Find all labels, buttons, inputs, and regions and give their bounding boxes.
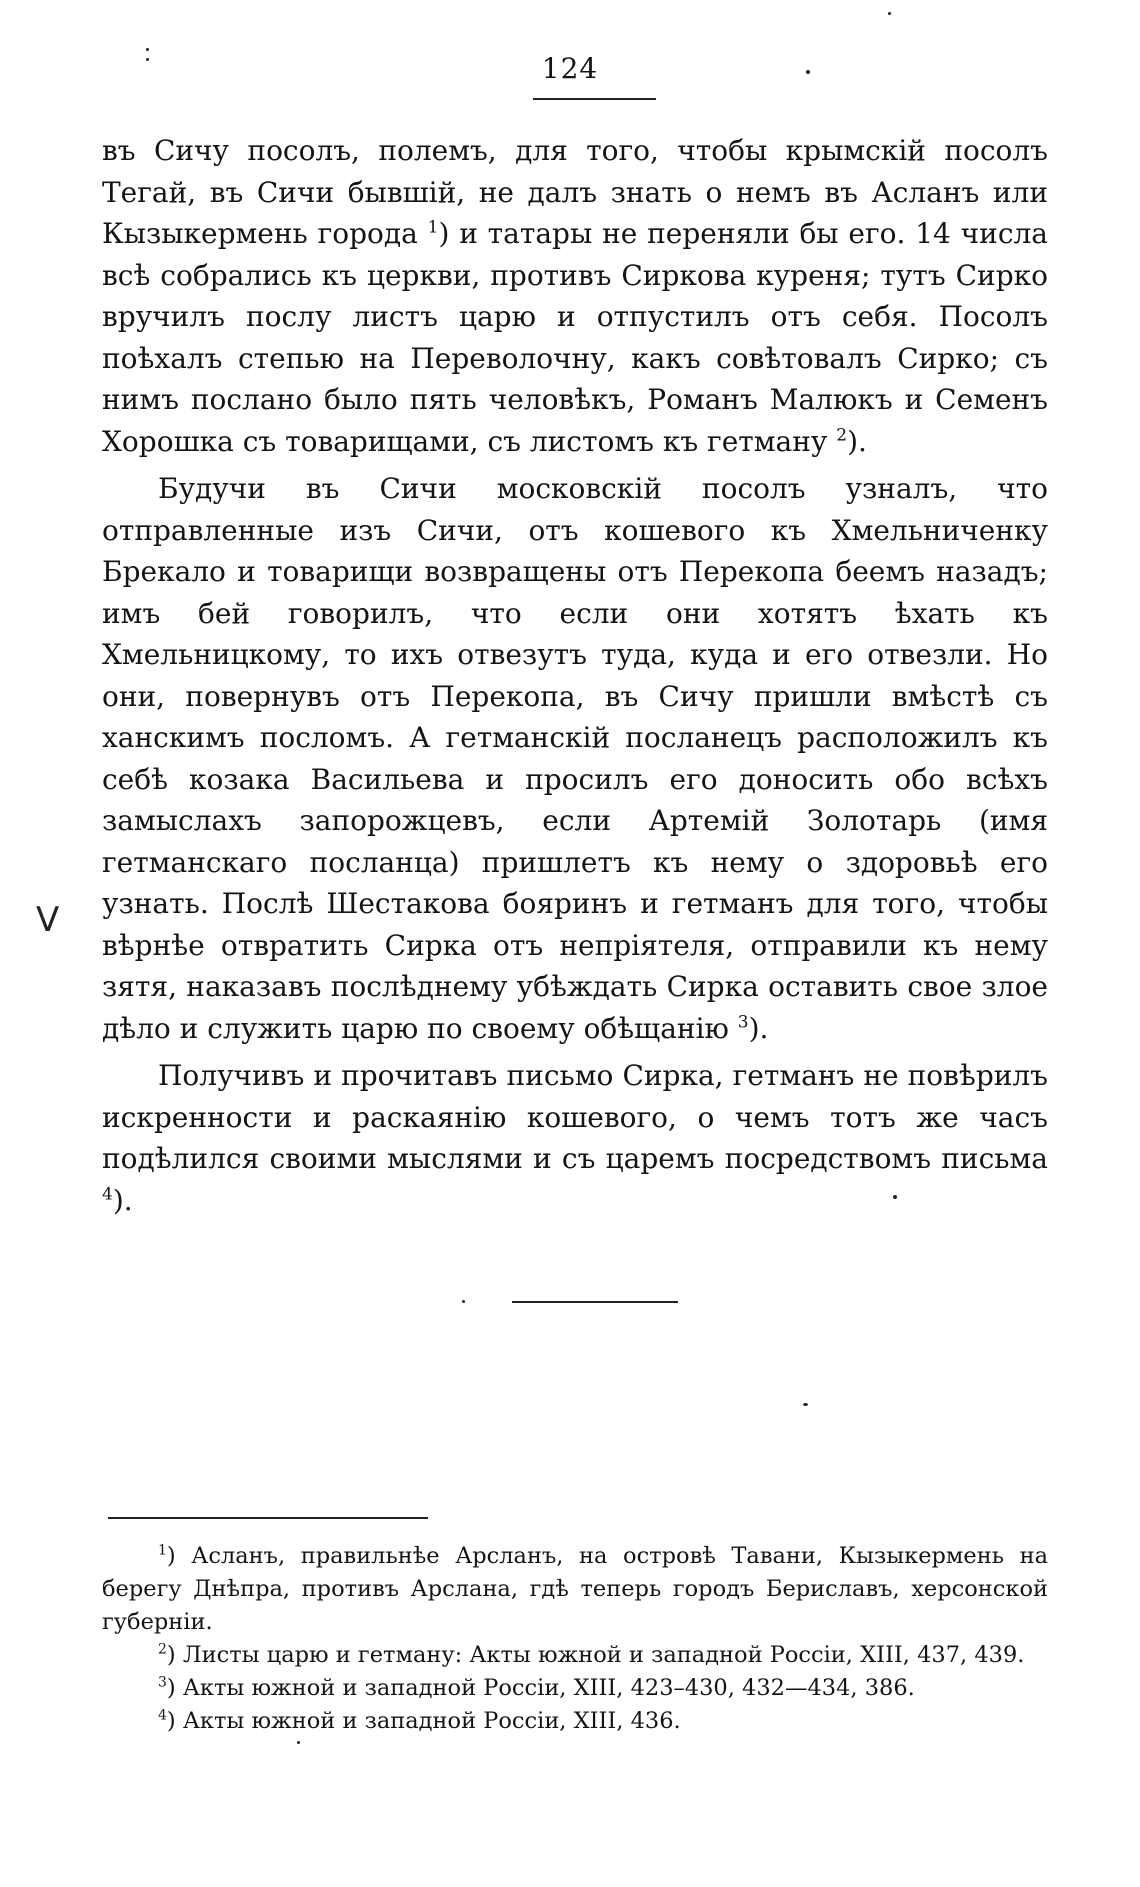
scan-speck bbox=[462, 1300, 465, 1303]
footnote-divider bbox=[108, 1517, 428, 1519]
paragraph-3 bbox=[102, 1055, 1048, 1221]
footnote-1 bbox=[102, 1540, 1048, 1639]
footnote-ref-3: 3 bbox=[737, 1012, 749, 1033]
footnotes bbox=[102, 1540, 1048, 1738]
scan-speck bbox=[146, 58, 149, 61]
scan-speck bbox=[803, 1403, 808, 1406]
footnote-mark: 2 bbox=[158, 1641, 167, 1658]
section-divider bbox=[512, 1301, 678, 1303]
paragraph-2-text-a: Будучи въ Сичи московскій посолъ узналъ, что отправленные изъ Сичи, отъ кошевого къ Хмельниченку Брекало и товарищи возвращены отъ Перекопа беемъ назадъ; имъ бей говорилъ, что если они хотятъ ѣхать къ Хмельницкому, то ихъ отвезутъ туда, куда и его отвезли. Но они, повернувъ отъ Перекопа, въ Сичу пришли вмѣстѣ съ ханскимъ посломъ. А гетманскій посланецъ расположилъ къ себѣ козака Васильева и просилъ его доносить обо всѣхъ замыслахъ запорожцевъ, если Артемій Золотарь (имя гетманскаго посланца) пришлетъ къ нему о здоровьѣ его узнать. Послѣ Шестакова бояринъ и гетманъ для того, чтобы вѣрнѣе отвратить Сирка отъ непріятеля, отправили къ нему зятя, наказавъ послѣднему убѣждать Сирка оставить свое злое дѣло и служить царю по своему обѣщанію bbox=[102, 472, 1048, 1045]
paragraph-3-text-a: Получивъ и прочитавъ письмо Сирка, гетманъ не повѣрилъ искренности и раскаянію кошевого, о чемъ тотъ же часъ подѣлился своими мыслями и съ царемъ посредствомъ письма bbox=[102, 1059, 1048, 1175]
main-text bbox=[102, 130, 1048, 1221]
paragraph-3-text-b: ). bbox=[112, 1183, 133, 1217]
paragraph-2-text-b: ). bbox=[748, 1011, 769, 1045]
footnote-2 bbox=[102, 1639, 1048, 1672]
paragraph-1-text-a: въ Сичу посолъ, полемъ, для того, чтобы крымскій посолъ Тегай, въ Сичи бывшій, не далъ знать о немъ въ Асланъ или Кызыкермень города bbox=[102, 134, 1048, 250]
paragraph-2 bbox=[102, 468, 1048, 1049]
footnote-ref-4: 4 bbox=[102, 1184, 113, 1205]
footnote-mark: 1 bbox=[158, 1542, 167, 1559]
paragraph-1-text-b: ) и татары не переняли бы его. 14 числа всѣ собрались къ церкви, противъ Сиркова куреня; тутъ Сирко вручилъ послу листъ царю и отпустилъ отъ себя. Посолъ поѣхалъ степью на Переволочну, какъ совѣтовалъ Сирко; съ нимъ послано было пять человѣкъ, Романъ Малюкъ и Семенъ Хорошка съ товарищами, съ листомъ къ гетману bbox=[102, 217, 1048, 458]
scan-speck bbox=[893, 1195, 897, 1199]
footnote-text: ) Асланъ, правильнѣе Арсланъ, на островѣ Тавани, Кызыкермень на берегу Днѣпра, противъ Арслана, гдѣ теперь городъ Бериславъ, херсонской губерніи. bbox=[102, 1543, 1048, 1635]
page-number: 124 bbox=[541, 52, 599, 85]
paragraph-1-text-c: ). bbox=[847, 424, 867, 458]
scan-speck bbox=[297, 1741, 300, 1744]
page-number-rule bbox=[533, 98, 656, 100]
margin-mark: V bbox=[36, 900, 60, 940]
footnote-ref-1: 1 bbox=[427, 217, 439, 238]
scan-speck bbox=[806, 70, 810, 74]
footnote-3 bbox=[102, 1672, 1048, 1705]
scan-speck bbox=[146, 48, 149, 51]
footnote-mark: 3 bbox=[158, 1674, 167, 1691]
footnote-text: ) Акты южной и западной Россіи, XIII, 423–430, 432—434, 386. bbox=[166, 1675, 915, 1701]
footnote-4 bbox=[102, 1705, 1048, 1738]
paragraph-1 bbox=[102, 130, 1048, 462]
footnote-ref-2: 2 bbox=[836, 425, 848, 446]
footnote-mark: 4 bbox=[158, 1707, 167, 1724]
scan-speck bbox=[888, 12, 891, 15]
footnote-text: ) Акты южной и западной Россіи, XIII, 436. bbox=[166, 1708, 681, 1734]
footnote-text: ) Листы царю и гетману: Акты южной и западной Россіи, XIII, 437, 439. bbox=[166, 1642, 1025, 1668]
